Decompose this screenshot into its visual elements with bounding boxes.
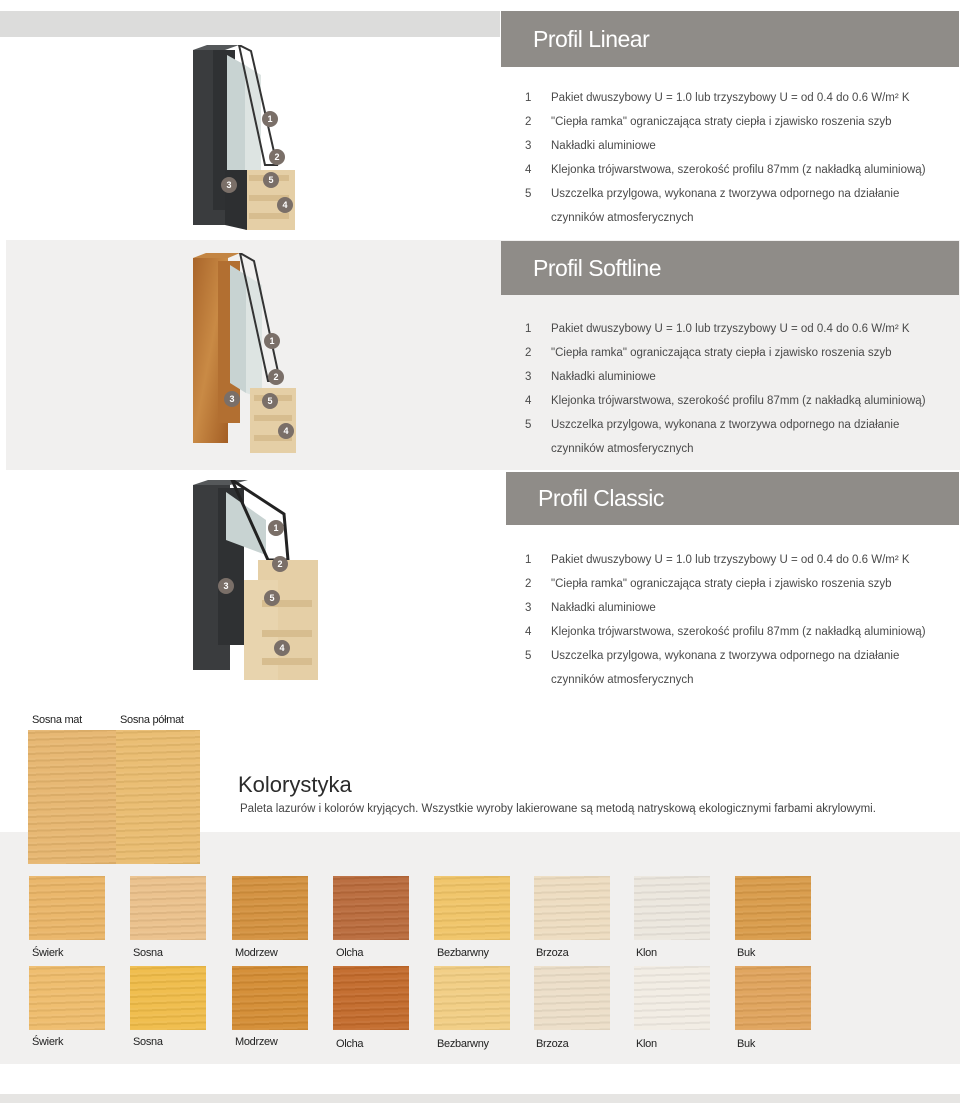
swatch-label: Klon: [636, 947, 657, 959]
profile-softline-image: [188, 253, 308, 458]
feature-row: 2 "Ciepła ramka" ograniczająca straty ciepła i zjawisko roszenia szyb: [525, 347, 892, 359]
finish-sample-sosna-polmat: [116, 730, 200, 864]
callout-2: 2: [273, 372, 279, 382]
feature-row: 4 Klejonka trójwarstwowa, szerokość profilu 87mm (z nakładką aluminiową): [525, 626, 926, 638]
bottom-decorative-bar: [0, 1094, 960, 1103]
swatch-label: Klon: [636, 1038, 657, 1050]
swatch-label: Brzoza: [536, 1038, 569, 1050]
callout-3: 3: [226, 180, 232, 190]
finish-label-sosna-polmat: Sosna półmat: [120, 714, 184, 726]
kolorystyka-subtitle: Paleta lazurów i kolorów kryjących. Wszystkie wyroby lakierowane są metodą natryskową ekologicznymi farbami akrylowymi.: [240, 803, 876, 815]
callout-1: 1: [269, 336, 275, 346]
feature-row: 4 Klejonka trójwarstwowa, szerokość profilu 87mm (z nakładką aluminiową): [525, 164, 926, 176]
profile-classic-header: [506, 472, 959, 525]
callout-5: 5: [269, 593, 275, 603]
swatch-buk: [735, 876, 811, 940]
feature-row: 3 Nakładki aluminiowe: [525, 371, 656, 383]
callout-4: 4: [282, 200, 288, 210]
feature-row: 5 Uszczelka przylgowa, wykonana z tworzywa odpornego na działanie: [525, 188, 900, 200]
swatch-label: Świerk: [32, 947, 64, 959]
swatch-label: Sosna: [133, 1036, 163, 1048]
feature-row: 1 Pakiet dwuszybowy U = 1.0 lub trzyszybowy U = od 0.4 do 0.6 W/m² K: [525, 554, 910, 566]
swatch-sosna: [130, 966, 206, 1030]
swatch-sosna: [130, 876, 206, 940]
swatch-modrzew: [232, 876, 308, 940]
swatch-label: Świerk: [32, 1036, 64, 1048]
finish-label-sosna-mat: Sosna mat: [32, 714, 82, 726]
feature-row: czynników atmosferycznych: [551, 443, 694, 455]
swatch-brzoza: [534, 966, 610, 1030]
swatch-label: Buk: [737, 1038, 756, 1050]
profile-linear-title: Profil Linear: [533, 25, 650, 52]
profile-softline-header: [501, 241, 959, 295]
feature-row: 4 Klejonka trójwarstwowa, szerokość profilu 87mm (z nakładką aluminiową): [525, 395, 926, 407]
profile-classic-feature-list: [525, 548, 926, 692]
feature-row: 2 "Ciepła ramka" ograniczająca straty ciepła i zjawisko roszenia szyb: [525, 116, 892, 128]
swatch-olcha: [333, 966, 409, 1030]
swatch-brzoza: [534, 876, 610, 940]
profile-linear-feature-list: [525, 86, 926, 230]
callout-2: 2: [277, 559, 283, 569]
swatch-klon: [634, 966, 710, 1030]
profile-classic-image: [188, 480, 328, 685]
swatch-bezbarwny: [434, 876, 510, 940]
callout-5: 5: [268, 175, 274, 185]
feature-row: 5 Uszczelka przylgowa, wykonana z tworzywa odpornego na działanie: [525, 650, 900, 662]
callout-2: 2: [274, 152, 280, 162]
callout-5: 5: [267, 396, 273, 406]
swatch-olcha: [333, 876, 409, 940]
feature-row: 1 Pakiet dwuszybowy U = 1.0 lub trzyszybowy U = od 0.4 do 0.6 W/m² K: [525, 92, 910, 104]
swatch-bezbarwny: [434, 966, 510, 1030]
swatch-label: Sosna: [133, 947, 163, 959]
finish-sample-sosna-mat: [28, 730, 116, 864]
callout-3: 3: [229, 394, 235, 404]
swatch-label: Bezbarwny: [437, 947, 489, 959]
feature-row: 5 Uszczelka przylgowa, wykonana z tworzywa odpornego na działanie: [525, 419, 900, 431]
profile-softline-title: Profil Softline: [533, 254, 662, 281]
swatch-label: Bezbarwny: [437, 1038, 489, 1050]
feature-row: czynników atmosferycznych: [551, 674, 694, 686]
profile-linear-header: [501, 11, 959, 67]
swatch-klon: [634, 876, 710, 940]
swatch-buk: [735, 966, 811, 1030]
swatch-label: Olcha: [336, 1038, 364, 1050]
profile-linear-image: [185, 45, 305, 235]
feature-row: 3 Nakładki aluminiowe: [525, 602, 656, 614]
swatch-swierk: [29, 876, 105, 940]
feature-row: czynników atmosferycznych: [551, 212, 694, 224]
swatch-modrzew: [232, 966, 308, 1030]
profile-softline-feature-list: [525, 317, 926, 461]
top-decorative-bar: [0, 11, 500, 37]
swatch-label: Buk: [737, 947, 756, 959]
profile-classic-title: Profil Classic: [538, 485, 664, 511]
swatch-swierk: [29, 966, 105, 1030]
feature-row: 1 Pakiet dwuszybowy U = 1.0 lub trzyszybowy U = od 0.4 do 0.6 W/m² K: [525, 323, 910, 335]
swatch-label: Brzoza: [536, 947, 569, 959]
callout-3: 3: [223, 581, 229, 591]
kolorystyka-title: Kolorystyka: [238, 772, 352, 797]
callout-1: 1: [267, 114, 273, 124]
feature-row: 2 "Ciepła ramka" ograniczająca straty ciepła i zjawisko roszenia szyb: [525, 578, 892, 590]
swatch-label: Modrzew: [235, 947, 278, 959]
callout-4: 4: [279, 643, 285, 653]
callout-4: 4: [283, 426, 289, 436]
swatch-label: Olcha: [336, 947, 364, 959]
feature-row: 3 Nakładki aluminiowe: [525, 140, 656, 152]
callout-1: 1: [273, 523, 279, 533]
swatch-label: Modrzew: [235, 1036, 278, 1048]
